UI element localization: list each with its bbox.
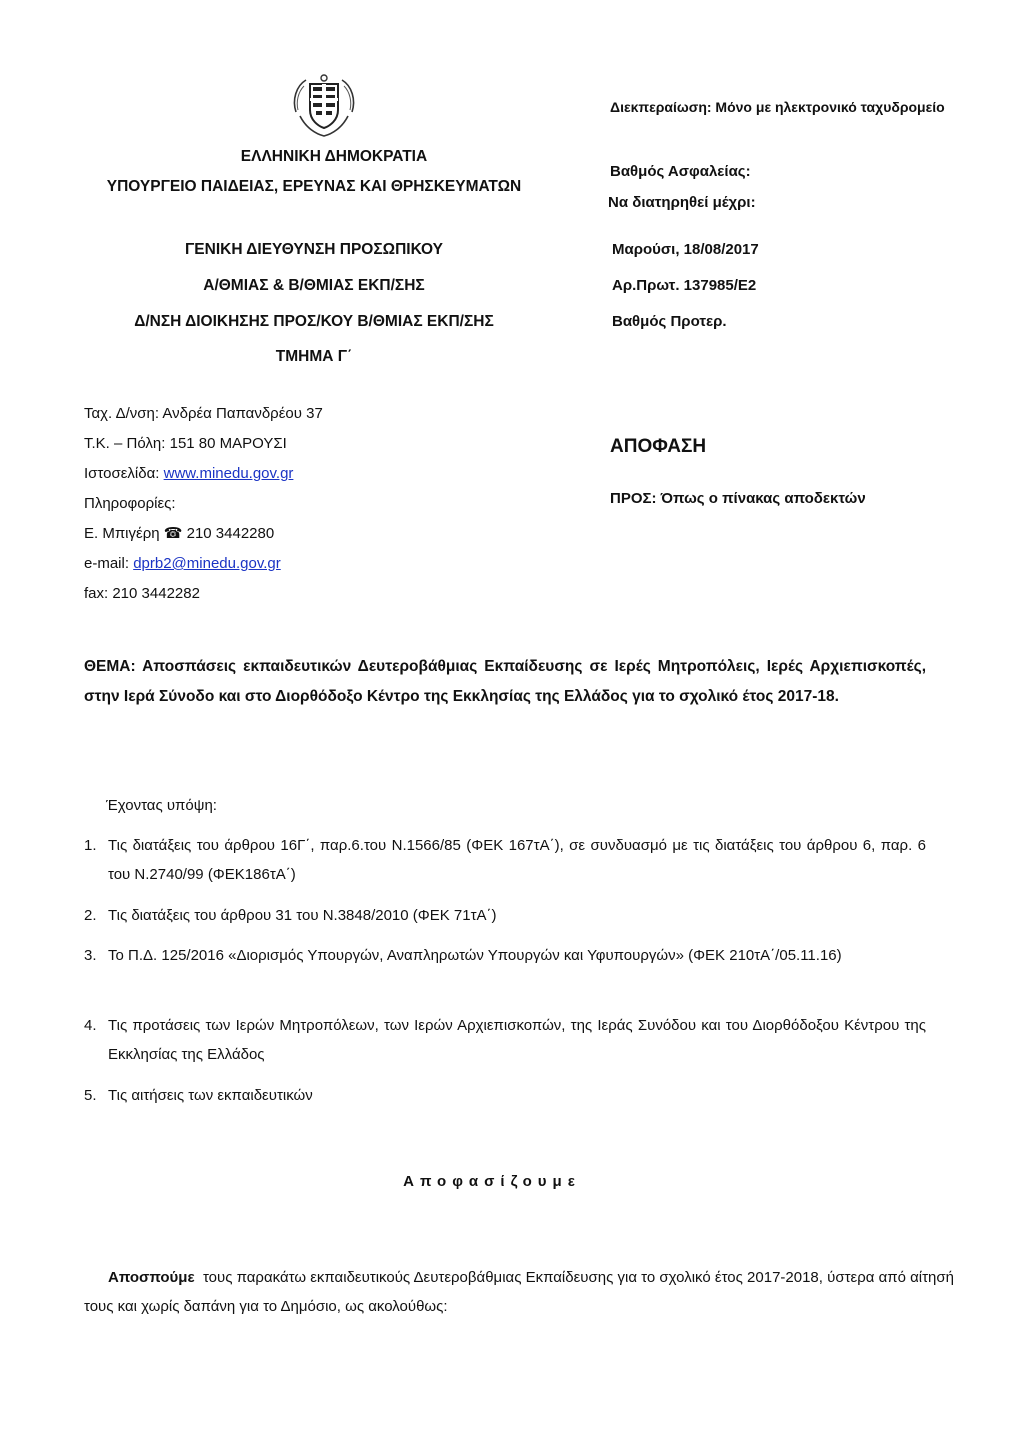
security-level: Βαθμός Ασφαλείας: — [610, 163, 751, 180]
fax-number: fax: 210 3442282 — [84, 585, 200, 602]
closing-text: τους παρακάτω εκπαιδευτικούς Δευτεροβάθμιας Εκπαίδευσης για το σχολικό έτος 2017-2018, ύστερα από αίτησή τους και χωρίς δαπάνη για το Δημόσιο, ως ακολούθως: — [84, 1269, 959, 1315]
levels-name: Α/ΘΜΙΑΣ & Β/ΘΜΙΑΣ ΕΚΠ/ΣΗΣ — [203, 277, 425, 294]
list-item — [84, 1011, 926, 1069]
protocol-number: Αρ.Πρωτ. 137985/Ε2 — [612, 277, 757, 294]
list-item-number: 5. — [84, 1087, 97, 1104]
list-item-number: 2. — [84, 907, 97, 924]
subject: ΘΕΜΑ: Αποσπάσεις εκπαιδευτικών Δευτεροβάθμιας Εκπαίδευσης σε Ιερές Μητροπόλεις, Ιερές Αρχιεπισκοπές, στην Ιερά Σύνοδο και στο Διορθόδοξο Κέντρο της Εκκλησίας της Ελλάδος για το σχολικό έτος 2017-18. — [84, 658, 926, 705]
list-item-text: Τις αιτήσεις των εκπαιδευτικών — [108, 1087, 313, 1104]
website-row — [84, 459, 544, 489]
division-name: Δ/ΝΣΗ ΔΙΟΙΚΗΣΗΣ ΠΡΟΣ/ΚΟΥ Β/ΘΜΙΑΣ ΕΚΠ/ΣΗΣ — [134, 313, 494, 330]
place-date: Μαρούσι, 18/08/2017 — [612, 241, 759, 258]
ministry-name: ΥΠΟΥΡΓΕΙΟ ΠΑΙΔΕΙΑΣ, ΕΡΕΥΝΑΣ ΚΑΙ ΘΡΗΣΚΕΥΜΑΤΩΝ — [106, 178, 522, 195]
list-item — [84, 831, 926, 889]
list-item-text: Τις προτάσεις των Ιερών Μητροπόλεων, των Ιερών Αρχιεπισκοπών, της Ιεράς Συνόδου και του Διορθόδοξου Κέντρου της Εκκλησίας της Ελλάδος — [108, 1017, 926, 1063]
considering-label: Έχοντας υπόψη: — [106, 797, 217, 814]
contact-block — [84, 399, 544, 609]
list-item-text: Τις διατάξεις του άρθρου 31 του Ν.3848/2010 (ΦΕΚ 71τΑ΄) — [108, 907, 497, 924]
decision-title: ΑΠΟΦΑΣΗ — [610, 436, 707, 457]
postal-code: Τ.Κ. – Πόλη: 151 80 ΜΑΡΟΥΣΙ — [84, 435, 287, 452]
list-item-text: Το Π.Δ. 125/2016 «Διορισμός Υπουργών, Αναπληρωτών Υπουργών και Υφυπουργών» (ΦΕΚ 210τΑ΄/05.11.16) — [108, 947, 842, 964]
phone-row — [84, 519, 544, 549]
list-item — [84, 1081, 926, 1110]
phone-number: 210 3442280 — [182, 525, 275, 542]
list-item — [84, 941, 926, 970]
decide-heading: Αποφασίζουμε — [403, 1173, 581, 1190]
priority-level: Βαθμός Προτερ. — [612, 313, 727, 330]
website-label: Ιστοσελίδα: — [84, 465, 164, 482]
section-name: ΤΜΗΜΑ Γ΄ — [275, 348, 353, 365]
processing-note: Διεκπεραίωση: Μόνο με ηλεκτρονικό ταχυδρομείο — [610, 99, 945, 115]
closing-paragraph — [84, 1263, 959, 1321]
list-item-text: Τις διατάξεις του άρθρου 16Γ΄, παρ.6.του Ν.1566/85 (ΦΕΚ 167τΑ΄), σε συνδυασμό με τις διατάξεις του άρθρου 6, παρ. 6 του Ν.2740/99 (ΦΕΚ186τΑ΄) — [108, 837, 926, 883]
recipients: ΠΡΟΣ: Όπως ο πίνακας αποδεκτών — [610, 490, 866, 507]
list-item — [84, 901, 926, 930]
info-label: Πληροφορίες: — [84, 495, 176, 512]
closing-lead: Αποσπούμε — [108, 1269, 195, 1286]
phone-icon: ☎ — [163, 525, 183, 542]
greek-emblem-icon — [286, 70, 362, 140]
website-link[interactable]: www.minedu.gov.gr — [163, 465, 294, 482]
list-item-number: 3. — [84, 947, 97, 964]
list-item-number: 1. — [84, 837, 97, 854]
directorate-name: ΓΕΝΙΚΗ ΔΙΕΥΘΥΝΣΗ ΠΡΟΣΩΠΙΚΟΥ — [184, 241, 444, 258]
retain-until: Να διατηρηθεί μέχρι: — [608, 194, 756, 211]
email-label: e-mail: — [84, 555, 134, 572]
address: Ταχ. Δ/νση: Ανδρέα Παπανδρέου 37 — [84, 405, 323, 422]
country-name: ΕΛΛΗΝΙΚΗ ΔΗΜΟΚΡΑΤΙΑ — [240, 148, 428, 165]
email-row — [84, 549, 544, 579]
email-link[interactable]: dprb2@minedu.gov.gr — [133, 555, 281, 572]
list-item-number: 4. — [84, 1017, 97, 1034]
contact-person: Ε. Μπιγέρη — [84, 525, 164, 542]
